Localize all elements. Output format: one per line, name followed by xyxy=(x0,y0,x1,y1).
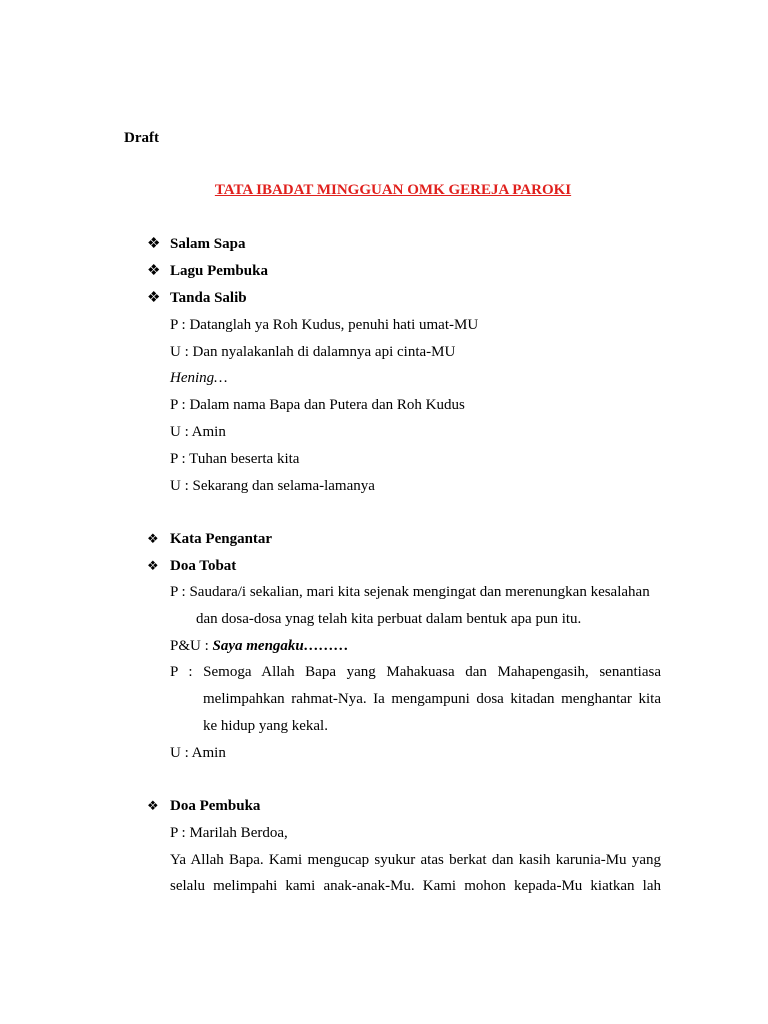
liturgy-line: U : Sekarang dan selama-lamanya xyxy=(170,478,375,494)
bullet-outline-icon: ❖ xyxy=(147,531,159,546)
liturgy-line: U : Dan nyalakanlah di dalamnya api cinta-MU xyxy=(170,344,456,360)
bullet-outline-icon: ❖ xyxy=(147,558,159,573)
liturgy-line-continued: melimpahkan rahmat-Nya. Ia mengampuni dosa kitadan menghantar kita xyxy=(203,691,661,707)
item-kata-pengantar: Kata Pengantar xyxy=(170,531,273,547)
item-salam-sapa: Salam Sapa xyxy=(170,236,246,252)
liturgy-line: P : Dalam nama Bapa dan Putera dan Roh Kudus xyxy=(170,397,465,413)
liturgy-line: P : Tuhan beserta kita xyxy=(170,451,300,467)
pu-text: Saya mengaku……… xyxy=(212,638,349,654)
liturgy-line: U : Amin xyxy=(170,745,226,761)
liturgy-line: Ya Allah Bapa. Kami mengucap syukur atas berkat dan kasih karunia-Mu yang xyxy=(170,852,661,868)
bullet-icon: ❖ xyxy=(147,290,161,306)
liturgy-line-hening: Hening… xyxy=(170,370,228,386)
liturgy-line-continued: dan dosa-dosa ynag telah kita perbuat dalam bentuk apa pun itu. xyxy=(196,611,582,627)
item-doa-tobat: Doa Tobat xyxy=(170,558,237,574)
liturgy-line: P : Marilah Berdoa, xyxy=(170,825,288,841)
item-lagu-pembuka: Lagu Pembuka xyxy=(170,263,268,279)
liturgy-line-pu xyxy=(170,636,349,656)
liturgy-line: selalu melimpahi kami anak-anak-Mu. Kami mohon kepada-Mu kiatkan lah xyxy=(170,878,661,894)
liturgy-line: P : Saudara/i sekalian, mari kita sejenak mengingat dan merenungkan kesalahan xyxy=(170,584,650,600)
item-doa-pembuka: Doa Pembuka xyxy=(170,798,261,814)
document-title: TATA IBADAT MINGGUAN OMK GEREJA PAROKI xyxy=(214,182,572,198)
liturgy-line: P : Datanglah ya Roh Kudus, penuhi hati umat-MU xyxy=(170,317,479,333)
bullet-outline-icon: ❖ xyxy=(147,798,159,813)
draft-label: Draft xyxy=(124,130,159,146)
bullet-icon: ❖ xyxy=(147,263,161,279)
bullet-icon: ❖ xyxy=(147,236,161,252)
liturgy-line: P : Semoga Allah Bapa yang Mahakuasa dan Mahapengasih, senantiasa xyxy=(170,664,661,680)
liturgy-line-continued: ke hidup yang kekal. xyxy=(203,718,328,734)
liturgy-line: U : Amin xyxy=(170,424,226,440)
item-tanda-salib: Tanda Salib xyxy=(170,290,247,306)
pu-prefix: P&U : xyxy=(170,638,213,654)
